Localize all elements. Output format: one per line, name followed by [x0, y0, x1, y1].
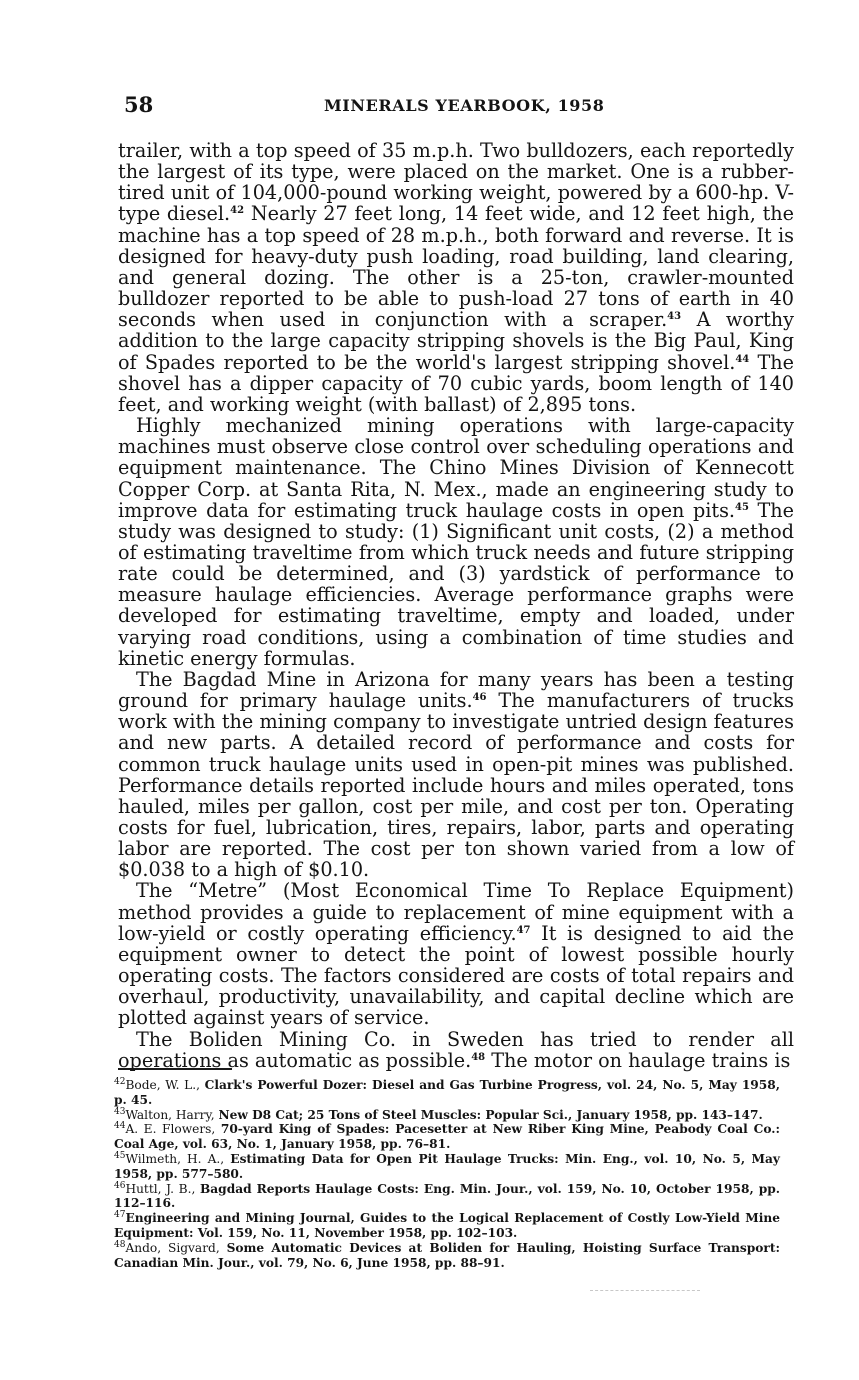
paragraph-chino-mines — [118, 415, 794, 669]
paragraph-text: The manufacturers of trucks work with the mining company to investigate untried design features and new parts. A detailed record of performance and costs for common truck haulage units used in open-pit mines was published. Performance details reported include hours and miles operated, tons hauled, miles per gallon, cost per mile, and cost per ton. Operating costs for fuel, lubrication, tires, repairs, labor, parts and operating labor are reported. The cost per ton shown varied from a low of $0.038 to a high of $0.10. — [118, 689, 794, 882]
footnote-47 — [114, 1211, 780, 1241]
footnote-number: 44 — [114, 1121, 126, 1132]
paragraph-text: The “Metre” (Most Economical Time To Replace Equipment) method provides a guide to replacement of mine equipment with a low-yield or costly operating efficiency. — [118, 879, 794, 945]
footnote-divider — [118, 1068, 232, 1070]
footnote-title: Clark's Powerful Dozer: Diesel and Gas Turbine Progress, vol. 24, No. 5, May 1958, p. 45. — [114, 1078, 780, 1107]
body-text — [118, 140, 794, 1071]
footnote-42 — [114, 1078, 780, 1108]
paragraph-metre-method — [118, 880, 794, 1028]
paragraph-text: Highly mechanized mining operations with large-capacity machines must observe close control over scheduling operations and equipment maintenance. The Chino Mines Division of Kennecott Copper Corp. at Santa Rita, N. Mex., made an engineering study to improve data for estimating truck haulage costs in open pits. — [118, 414, 794, 522]
paragraph-text: A worthy addition to the large capacity stripping shovels is the Big Paul, King of Spades reported to be the world's largest stripping shovel. — [118, 308, 794, 374]
footnote-number: 45 — [114, 1150, 126, 1161]
footnote-number: 46 — [114, 1180, 126, 1191]
paragraph-text: It is designed to aid the equipment owner to detect the point of lowest possible hourly operating costs. The factors considered are costs of total repairs and overhaul, productivity, unavailability, and capital decline which are plotted against years of service. — [118, 921, 794, 1030]
footnote-number: 48 — [114, 1239, 126, 1250]
paragraph-text: The motor on haulage trains is — [485, 1048, 791, 1072]
footnote-author: Bode, W. L., — [125, 1078, 205, 1092]
footnote-title: Some Automatic Devices at Boliden for Hauling, Hoisting Surface Transport: Canadian Min. Jour., vol. 79, No. 6, June 1958, pp. 88–91. — [114, 1240, 780, 1270]
footnote-ref: 42 — [230, 205, 245, 217]
running-title: MINERALS YEARBOOK, 1958 — [324, 96, 605, 115]
paragraph-text: Nearly 27 feet long, 14 feet wide, and 12 feet high, the machine has a top speed of 28 m.p.h., both forward and reverse. It is designed for heavy-duty push loading, road building, land clearing, and general dozing. The other is a 25-ton, crawler-mounted bulldozer reported to be able to push-load 27 tons of earth in 40 seconds when used in conjunction with a scraper. — [118, 202, 795, 332]
footnote-ref: 47 — [516, 924, 531, 936]
paragraph-text: The shovel has a dipper capacity of 70 cubic yards, boom length of 140 feet, and working weight (with ballast) of 2,895 tons. — [118, 350, 794, 416]
paragraph-text: The study was designed to study: (1) Significant unit costs, (2) a method of estimating traveltime from which truck needs and future stripping rate could be determined, and (3) yardstick of performance to measure haulage efficiencies. Average performance graphs were developed for estimating traveltime, empty and loaded, under varying road conditions, using a combination of time studies and kinetic energy formulas. — [118, 498, 794, 670]
page-header — [124, 92, 804, 122]
footnote-ref: 45 — [735, 501, 749, 513]
footnote-author: Ando, Sigvard, — [125, 1240, 227, 1255]
footnote-43 — [114, 1108, 780, 1123]
page-number: 58 — [124, 92, 154, 117]
paragraph-text: trailer, with a top speed of 35 m.p.h. Two bulldozers, each reportedly the largest of its type, were placed on the market. One is a rubber-tired unit of 104,000-pound working weight, powered by a 600-hp. V-type diesel. — [118, 139, 794, 226]
footnote-ref: 44 — [735, 353, 750, 365]
footnote-number: 47 — [114, 1210, 126, 1221]
paragraph-text: The Boliden Mining Co. in Sweden has tried to render all operations as automatic as possible. — [118, 1027, 794, 1072]
footnote-ref: 46 — [472, 692, 487, 704]
paragraph-bulldozers — [118, 140, 794, 415]
scan-smudge — [590, 1290, 700, 1291]
footnote-title: Estimating Data for Open Pit Haulage Trucks: Min. Eng., vol. 10, No. 5, May 1958, pp. 577–580. — [114, 1151, 780, 1181]
footnote-author: A. E. Flowers, — [125, 1122, 221, 1137]
paragraph-text: The Bagdad Mine in Arizona for many years has been a testing ground for primary haulage units. — [118, 667, 794, 713]
footnote-45 — [114, 1152, 780, 1182]
footnote-46 — [114, 1182, 780, 1212]
footnotes — [114, 1078, 780, 1270]
footnote-title: 70-yard King of Spades: Pacesetter at New Riber King Mine, Peabody Coal Co.: Coal Age, vol. 63, No. 1, January 1958, pp. 76–81. — [114, 1122, 780, 1152]
footnote-44 — [114, 1122, 780, 1152]
paragraph-boliden — [118, 1029, 794, 1071]
footnote-author: Wilmeth, H. A., — [125, 1151, 231, 1166]
footnote-48 — [114, 1241, 780, 1271]
footnote-ref: 48 — [471, 1051, 486, 1063]
footnote-number: 42 — [114, 1077, 126, 1087]
footnote-title: New D8 Cat; 25 Tons of Steel Muscles: Popular Sci., January 1958, pp. 143–147. — [218, 1107, 763, 1122]
footnote-number: 43 — [114, 1106, 126, 1117]
paragraph-bagdad-mine — [118, 669, 794, 881]
footnote-title: Engineering and Mining Journal, Guides to the Logical Replacement of Costly Low-Yield Mine Equipment: Vol. 159, No. 11, November 1958, pp. 102–103. — [114, 1211, 780, 1240]
footnote-author: Walton, Harry, — [125, 1107, 219, 1122]
footnote-title: Bagdad Reports Haulage Costs: Eng. Min. Jour., vol. 159, No. 10, October 1958, pp. 112–116. — [114, 1181, 781, 1211]
footnote-ref: 43 — [667, 311, 682, 323]
footnote-author: Huttl, J. B., — [125, 1181, 200, 1196]
